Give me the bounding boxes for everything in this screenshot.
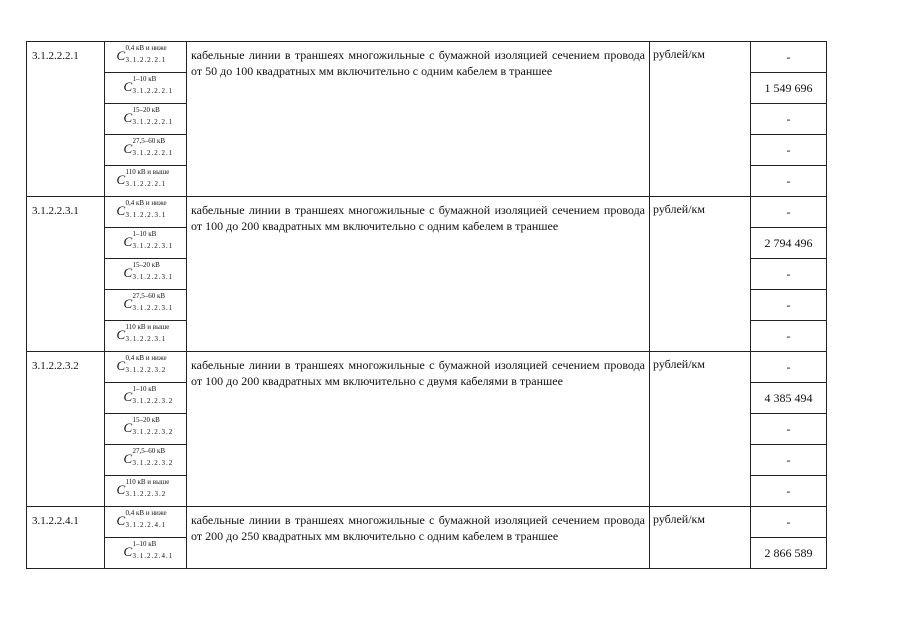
rate-symbol-voltage: 110 кВ и выше	[125, 322, 170, 331]
rate-value: 4 385 494	[751, 383, 827, 414]
rate-symbol-letter: C	[116, 202, 126, 218]
rate-value: 1 549 696	[751, 73, 827, 104]
item-unit: рублей/км	[650, 42, 751, 197]
rate-symbol-index: 3.1.2.2.3.2	[125, 489, 167, 498]
item-unit: рублей/км	[650, 352, 751, 507]
item-description: кабельные линии в траншеях многожильные с бумажной изоляцией сечением провода от 100 до 200 квадратных мм включительно с двумя кабелями в траншее	[187, 352, 650, 507]
rate-symbol-letter: C	[116, 357, 126, 373]
table-body	[27, 42, 827, 569]
rate-symbol-index: 3.1.2.2.4.1	[125, 520, 167, 529]
rate-symbol	[105, 352, 187, 383]
rate-symbol	[105, 259, 187, 290]
rate-symbol	[105, 135, 187, 166]
rates-table	[26, 41, 827, 569]
rate-symbol-index: 3.1.2.2.3.1	[132, 272, 174, 281]
rate-symbol-letter: C	[116, 512, 126, 528]
rate-symbol-voltage: 27,5–60 кВ	[132, 291, 166, 300]
rate-symbol-voltage: 27,5–60 кВ	[132, 446, 166, 455]
rate-symbol-letter: C	[123, 388, 133, 404]
rate-symbol-voltage: 110 кВ и выше	[125, 167, 170, 176]
rate-symbol-index: 3.1.2.2.3.2	[132, 396, 174, 405]
table-row	[27, 42, 827, 73]
rate-symbol-letter: C	[123, 295, 133, 311]
rate-symbol-index: 3.1.2.2.3.2	[125, 365, 167, 374]
rate-symbol-letter: C	[123, 109, 133, 125]
rate-symbol	[105, 383, 187, 414]
rate-symbol	[105, 166, 187, 197]
rate-symbol-letter: C	[123, 543, 133, 559]
rate-symbol-index: 3.1.2.2.3.2	[132, 427, 174, 436]
rate-symbol-voltage: 1–10 кВ	[132, 74, 157, 83]
rate-symbol-formula	[117, 353, 175, 377]
item-description: кабельные линии в траншеях многожильные с бумажной изоляцией сечением провода от 200 до 250 квадратных мм включительно с одним кабелем в траншее	[187, 507, 650, 569]
rate-symbol-voltage: 0,4 кВ и ниже	[125, 353, 167, 362]
rate-symbol-formula	[117, 508, 175, 532]
rate-value: -	[751, 507, 827, 538]
rate-symbol-voltage: 1–10 кВ	[132, 539, 157, 548]
rate-symbol-formula	[117, 198, 175, 222]
item-code: 3.1.2.2.2.1	[27, 42, 105, 197]
rate-symbol-voltage: 15–20 кВ	[132, 415, 160, 424]
rate-value: -	[751, 166, 827, 197]
rate-value: -	[751, 290, 827, 321]
rate-symbol-formula	[123, 105, 174, 129]
rate-value: -	[751, 104, 827, 135]
rate-symbol-index: 3.1.2.2.3.1	[125, 334, 167, 343]
rate-value: 2 794 496	[751, 228, 827, 259]
rate-value: -	[751, 197, 827, 228]
rate-symbol-voltage: 1–10 кВ	[132, 229, 157, 238]
rate-value: -	[751, 352, 827, 383]
table-row	[27, 352, 827, 383]
rate-symbol-formula	[123, 291, 174, 315]
rate-symbol	[105, 73, 187, 104]
rate-symbol	[105, 507, 187, 538]
rate-symbol-letter: C	[116, 47, 126, 63]
rate-value: -	[751, 42, 827, 73]
rate-symbol-voltage: 15–20 кВ	[132, 260, 160, 269]
rate-symbol-voltage: 110 кВ и выше	[125, 477, 170, 486]
rate-symbol-index: 3.1.2.2.2.1	[132, 117, 174, 126]
item-description: кабельные линии в траншеях многожильные с бумажной изоляцией сечением провода от 100 до 200 квадратных мм включительно с одним кабелем в траншее	[187, 197, 650, 352]
rate-symbol	[105, 197, 187, 228]
rate-value: -	[751, 259, 827, 290]
rate-symbol-letter: C	[123, 233, 133, 249]
rate-symbol	[105, 445, 187, 476]
rate-symbol-letter: C	[123, 264, 133, 280]
rate-symbol-index: 3.1.2.2.3.1	[132, 241, 174, 250]
rate-symbol-index: 3.1.2.2.3.1	[132, 303, 174, 312]
rate-value: 2 866 589	[751, 538, 827, 569]
item-code: 3.1.2.2.4.1	[27, 507, 105, 569]
rate-symbol-voltage: 0,4 кВ и ниже	[125, 198, 167, 207]
rate-symbol-formula	[117, 43, 175, 67]
rate-symbol-formula	[123, 415, 174, 439]
rate-symbol	[105, 228, 187, 259]
item-code: 3.1.2.2.3.1	[27, 197, 105, 352]
item-unit: рублей/км	[650, 507, 751, 569]
rate-symbol	[105, 290, 187, 321]
item-code: 3.1.2.2.3.2	[27, 352, 105, 507]
rate-symbol-formula	[123, 446, 174, 470]
rate-symbol-voltage: 0,4 кВ и ниже	[125, 508, 167, 517]
rate-symbol-letter: C	[116, 326, 126, 342]
rate-symbol-voltage: 1–10 кВ	[132, 384, 157, 393]
item-unit: рублей/км	[650, 197, 751, 352]
rate-symbol-index: 3.1.2.2.2.1	[125, 179, 167, 188]
rate-value: -	[751, 476, 827, 507]
rate-symbol-formula	[117, 322, 175, 346]
rate-symbol-letter: C	[123, 419, 133, 435]
rate-symbol-index: 3.1.2.2.2.1	[125, 55, 167, 64]
rate-symbol-voltage: 27,5–60 кВ	[132, 136, 166, 145]
rate-symbol-index: 3.1.2.2.2.1	[132, 86, 174, 95]
rate-value: -	[751, 445, 827, 476]
rate-symbol	[105, 42, 187, 73]
rate-symbol-formula	[123, 384, 174, 408]
rate-symbol-voltage: 0,4 кВ и ниже	[125, 43, 167, 52]
rate-symbol-index: 3.1.2.2.3.2	[132, 458, 174, 467]
rate-symbol-letter: C	[123, 78, 133, 94]
rate-symbol-formula	[123, 136, 174, 160]
rate-symbol-formula	[123, 229, 174, 253]
rate-symbol-letter: C	[123, 140, 133, 156]
rate-symbol-index: 3.1.2.2.4.1	[132, 551, 174, 560]
rate-value: -	[751, 135, 827, 166]
rate-symbol-index: 3.1.2.2.2.1	[132, 148, 174, 157]
rate-symbol	[105, 321, 187, 352]
rate-value: -	[751, 321, 827, 352]
rate-symbol-voltage: 15–20 кВ	[132, 105, 160, 114]
rate-symbol-letter: C	[123, 450, 133, 466]
rate-value: -	[751, 414, 827, 445]
table-row	[27, 197, 827, 228]
rate-symbol-formula	[123, 539, 174, 563]
rate-symbol-formula	[123, 74, 174, 98]
rate-symbol-letter: C	[116, 481, 126, 497]
rate-symbol	[105, 104, 187, 135]
rate-symbol-formula	[123, 260, 174, 284]
rate-symbol-index: 3.1.2.2.3.1	[125, 210, 167, 219]
rate-symbol	[105, 414, 187, 445]
rate-symbol-formula	[117, 167, 175, 191]
rate-symbol-letter: C	[116, 171, 126, 187]
table-row	[27, 507, 827, 538]
rate-symbol	[105, 476, 187, 507]
rate-symbol	[105, 538, 187, 569]
item-description: кабельные линии в траншеях многожильные с бумажной изоляцией сечением провода от 50 до 100 квадратных мм включительно с одним кабелем в траншее	[187, 42, 650, 197]
rate-symbol-formula	[117, 477, 175, 501]
